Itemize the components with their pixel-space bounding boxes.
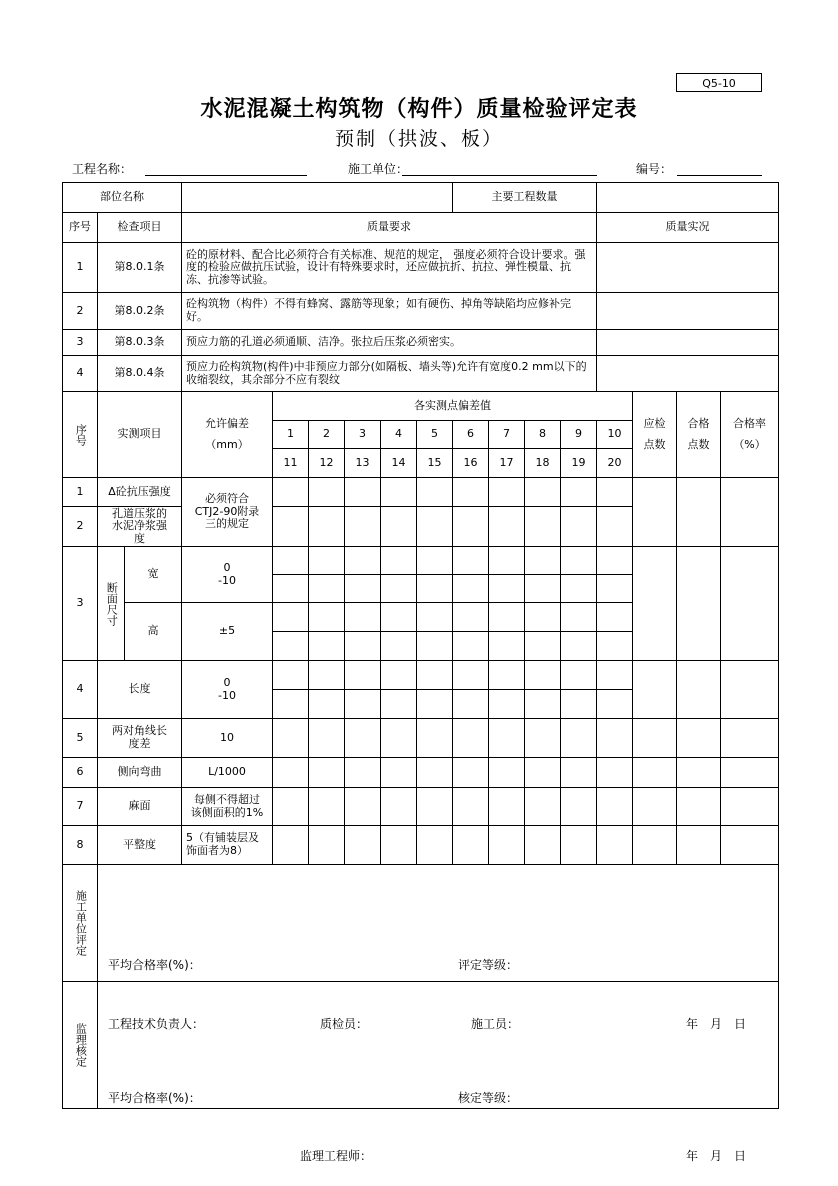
measure-tolerance: 5（有铺装层及饰面者为8） (182, 826, 273, 865)
project-name-label: 工程名称： (72, 162, 133, 176)
summary-cell[interactable] (721, 826, 779, 865)
point-number-header: 17 (489, 449, 525, 478)
supervisor-eval-block (98, 982, 779, 1163)
check-item-header: 检查项目 (98, 213, 182, 243)
measure-seq-header: 序号 (63, 392, 98, 478)
deviation-cell[interactable] (561, 507, 597, 547)
measure-no: 6 (63, 758, 98, 788)
deviation-cell[interactable] (417, 507, 453, 547)
deviation-cell[interactable] (597, 507, 633, 547)
check-no: 2 (63, 293, 98, 330)
check-requirement: 砼的原材料、配合比必须符合有关标准、规范的规定， 强度必须符合设计要求。强度的检验应做抗压试验，设计有特殊要求时，还应做抗折、抗拉、弹性模量、抗冻、抗渗等试验。 (182, 243, 597, 293)
deviation-cell[interactable] (453, 575, 489, 603)
deviation-cell[interactable] (597, 632, 633, 661)
supervisor-eval-label: 监理核定 (63, 982, 98, 1109)
deviation-cell[interactable] (597, 758, 633, 788)
grade-label: 评定等级： (458, 958, 519, 972)
summary-cell[interactable] (633, 788, 677, 826)
deviation-cell[interactable] (561, 690, 597, 719)
section-size-label: 断面尺寸 (98, 547, 125, 661)
check-item: 第8.0.2条 (98, 293, 182, 330)
point-number-header: 12 (309, 449, 345, 478)
quality-actual-header: 质量实况 (597, 213, 779, 243)
deviation-cell[interactable] (381, 661, 417, 690)
deviation-cell[interactable] (525, 575, 561, 603)
deviation-cell[interactable] (453, 826, 489, 865)
deviation-cell[interactable] (453, 719, 489, 758)
point-number-header: 1 (273, 421, 309, 449)
summary-cell[interactable] (677, 788, 721, 826)
deviation-cell[interactable] (273, 661, 309, 690)
deviation-cell[interactable] (597, 826, 633, 865)
deviation-cell[interactable] (417, 632, 453, 661)
check-actual[interactable] (597, 330, 779, 356)
deviation-cell[interactable] (345, 690, 381, 719)
page-title: 水泥混凝土构筑物（构件）质量检验评定表 (200, 96, 638, 122)
grade-label: 核定等级： (458, 1091, 519, 1105)
deviation-cell[interactable] (453, 758, 489, 788)
project-name-field[interactable] (145, 161, 307, 176)
check-no: 4 (63, 356, 98, 392)
measure-tolerance: 0 -10 (182, 661, 273, 719)
deviation-cell[interactable] (309, 507, 345, 547)
summary-cell[interactable] (721, 719, 779, 758)
deviation-cell[interactable] (345, 547, 381, 575)
deviation-cell[interactable] (525, 719, 561, 758)
deviation-cell[interactable] (381, 690, 417, 719)
deviation-cell[interactable] (309, 788, 345, 826)
deviation-cell[interactable] (597, 547, 633, 575)
deviation-cell[interactable] (417, 547, 453, 575)
date-label: 年 月 日 (686, 1017, 747, 1031)
deviation-cell[interactable] (525, 826, 561, 865)
avg-rate-label: 平均合格率(%)： (108, 1091, 201, 1105)
measure-no: 1 (63, 478, 98, 507)
deviation-cell[interactable] (345, 661, 381, 690)
inspection-table (62, 182, 779, 1163)
deviation-cell[interactable] (345, 788, 381, 826)
contractor-eval-block (98, 865, 779, 1031)
deviation-cell[interactable] (309, 661, 345, 690)
deviation-cell[interactable] (417, 661, 453, 690)
deviation-cell[interactable] (525, 788, 561, 826)
deviation-cell[interactable] (489, 547, 525, 575)
point-number-header: 11 (273, 449, 309, 478)
deviation-cell[interactable] (273, 826, 309, 865)
deviation-cell[interactable] (525, 507, 561, 547)
measure-item: 侧向弯曲 (98, 758, 182, 788)
deviation-cell[interactable] (345, 758, 381, 788)
engineer-label: 监理工程师： (300, 1149, 373, 1163)
deviation-cell[interactable] (273, 719, 309, 758)
deviation-cell[interactable] (381, 719, 417, 758)
summary-cell[interactable] (633, 661, 677, 719)
form-code: Q5-10 (676, 73, 762, 92)
deviation-cell[interactable] (489, 758, 525, 788)
point-number-header: 13 (345, 449, 381, 478)
measure-item: Δ砼抗压强度 (98, 478, 182, 507)
deviation-cell[interactable] (525, 758, 561, 788)
measure-item: 平整度 (98, 826, 182, 865)
pass-points-header: 合格 点数 (677, 392, 721, 478)
point-number-header: 5 (417, 421, 453, 449)
summary-cell[interactable] (633, 478, 677, 547)
measure-tolerance: 0 -10 (182, 547, 273, 603)
summary-cell[interactable] (721, 758, 779, 788)
measure-item: 麻面 (98, 788, 182, 826)
serial-label: 编号： (636, 162, 673, 176)
deviation-cell[interactable] (525, 632, 561, 661)
point-number-header: 8 (525, 421, 561, 449)
deviation-cell[interactable] (561, 788, 597, 826)
deviation-cell[interactable] (525, 603, 561, 632)
deviation-cell[interactable] (309, 690, 345, 719)
deviation-cell[interactable] (561, 478, 597, 507)
deviation-cell[interactable] (345, 478, 381, 507)
deviation-cell[interactable] (345, 507, 381, 547)
point-number-header: 10 (597, 421, 633, 449)
deviation-cell[interactable] (381, 478, 417, 507)
deviation-cell[interactable] (453, 661, 489, 690)
contractor-label: 施工单位： (348, 162, 409, 176)
deviation-cell[interactable] (453, 478, 489, 507)
deviation-cell[interactable] (453, 507, 489, 547)
check-requirement: 预应力筋的孔道必须通顺、洁净。张拉后压浆必须密实。 (182, 330, 597, 356)
deviation-cell[interactable] (489, 788, 525, 826)
deviation-cell[interactable] (381, 632, 417, 661)
quality-req-header: 质量要求 (182, 213, 597, 243)
deviation-cell[interactable] (381, 826, 417, 865)
deviation-cell[interactable] (417, 719, 453, 758)
deviation-cell[interactable] (381, 758, 417, 788)
deviation-cell[interactable] (489, 575, 525, 603)
summary-cell[interactable] (721, 478, 779, 547)
worker-label: 施工员： (471, 1017, 520, 1031)
point-number-header: 20 (597, 449, 633, 478)
summary-cell[interactable] (721, 547, 779, 661)
measure-tolerance: 必须符合CTJ2-90附录三的规定 (182, 478, 273, 547)
contractor-field[interactable] (402, 161, 597, 176)
page-subtitle: 预制（拱波、板） (334, 128, 503, 150)
deviation-cell[interactable] (345, 826, 381, 865)
deviation-cell[interactable] (273, 507, 309, 547)
deviation-cell[interactable] (381, 575, 417, 603)
point-number-header: 3 (345, 421, 381, 449)
point-number-header: 18 (525, 449, 561, 478)
point-number-header: 16 (453, 449, 489, 478)
deviation-cell[interactable] (561, 632, 597, 661)
summary-cell[interactable] (677, 661, 721, 719)
deviation-cell[interactable] (309, 632, 345, 661)
deviation-cell[interactable] (273, 478, 309, 507)
measure-item: 高 (125, 603, 182, 661)
deviation-cell[interactable] (417, 758, 453, 788)
summary-cell[interactable] (677, 719, 721, 758)
deviation-cell[interactable] (489, 690, 525, 719)
measure-no: 5 (63, 719, 98, 758)
deviation-cell[interactable] (309, 575, 345, 603)
tolerance-header: 允许偏差 （mm） (182, 392, 273, 478)
main-qty-label: 主要工程数量 (453, 183, 597, 213)
date-label: 年 月 日 (686, 1149, 747, 1163)
part-name-value[interactable] (182, 183, 453, 213)
deviation-cell[interactable] (273, 788, 309, 826)
deviation-cell[interactable] (417, 478, 453, 507)
deviation-cell[interactable] (417, 603, 453, 632)
deviation-cell[interactable] (345, 603, 381, 632)
deviation-cell[interactable] (561, 758, 597, 788)
measure-no: 7 (63, 788, 98, 826)
deviation-cell[interactable] (381, 603, 417, 632)
measure-tolerance: L/1000 (182, 758, 273, 788)
deviation-cell[interactable] (489, 478, 525, 507)
point-number-header: 6 (453, 421, 489, 449)
deviation-cell[interactable] (381, 547, 417, 575)
deviation-cell[interactable] (309, 758, 345, 788)
measure-item-header: 实测项目 (98, 392, 182, 478)
seq-header: 序号 (63, 213, 98, 243)
point-number-header: 4 (381, 421, 417, 449)
summary-cell[interactable] (677, 478, 721, 547)
deviation-cell[interactable] (417, 575, 453, 603)
deviation-cell[interactable] (417, 826, 453, 865)
deviation-cell[interactable] (453, 788, 489, 826)
deviation-cell[interactable] (561, 547, 597, 575)
deviation-cell[interactable] (489, 603, 525, 632)
measure-item: 长度 (98, 661, 182, 719)
summary-cell[interactable] (721, 788, 779, 826)
measure-no: 3 (63, 547, 98, 661)
deviation-cell[interactable] (597, 661, 633, 690)
measure-tolerance: 每侧不得超过该侧面积的1% (182, 788, 273, 826)
deviation-cell[interactable] (597, 478, 633, 507)
deviation-cell[interactable] (561, 719, 597, 758)
deviation-cell[interactable] (453, 603, 489, 632)
deviation-cell[interactable] (597, 575, 633, 603)
check-requirement: 砼构筑物（构件）不得有蜂窝、露筋等现象；如有硬伤、掉角等缺陷均应修补完好。 (182, 293, 597, 330)
point-number-header: 15 (417, 449, 453, 478)
summary-cell[interactable] (677, 826, 721, 865)
deviation-cell[interactable] (597, 788, 633, 826)
point-number-header: 7 (489, 421, 525, 449)
deviation-cell[interactable] (417, 690, 453, 719)
deviation-cell[interactable] (381, 788, 417, 826)
check-item: 第8.0.4条 (98, 356, 182, 392)
deviation-cell[interactable] (561, 661, 597, 690)
measure-item: 两对角线长度差 (98, 719, 182, 758)
deviation-cell[interactable] (309, 603, 345, 632)
deviation-cell[interactable] (345, 719, 381, 758)
deviation-cell[interactable] (525, 690, 561, 719)
deviation-cell[interactable] (561, 603, 597, 632)
deviation-cell[interactable] (309, 547, 345, 575)
inspector-label: 质检员： (320, 1017, 369, 1031)
main-qty-value[interactable] (597, 183, 779, 213)
contractor-eval-label: 施工单位评定 (63, 865, 98, 982)
part-name-label: 部位名称 (63, 183, 182, 213)
point-number-header: 2 (309, 421, 345, 449)
deviation-cell[interactable] (597, 690, 633, 719)
check-item: 第8.0.1条 (98, 243, 182, 293)
summary-cell[interactable] (677, 758, 721, 788)
deviation-cell[interactable] (273, 758, 309, 788)
deviation-cell[interactable] (345, 575, 381, 603)
deviation-cell[interactable] (309, 478, 345, 507)
measure-item: 宽 (125, 547, 182, 603)
deviation-header: 各实测点偏差值 (273, 392, 633, 421)
deviation-cell[interactable] (597, 603, 633, 632)
deviation-cell[interactable] (489, 719, 525, 758)
check-actual[interactable] (597, 243, 779, 293)
deviation-cell[interactable] (525, 661, 561, 690)
deviation-cell[interactable] (561, 575, 597, 603)
check-no: 3 (63, 330, 98, 356)
check-item: 第8.0.3条 (98, 330, 182, 356)
deviation-cell[interactable] (273, 575, 309, 603)
deviation-cell[interactable] (453, 547, 489, 575)
measure-tolerance: ±5 (182, 603, 273, 661)
deviation-cell[interactable] (381, 507, 417, 547)
deviation-cell[interactable] (273, 690, 309, 719)
check-requirement: 预应力砼构筑物(构件)中非预应力部分(如隔板、墙头等)允许有宽度0.2 mm以下的收缩裂纹，其余部分不应有裂纹 (182, 356, 597, 392)
point-number-header: 19 (561, 449, 597, 478)
deviation-cell[interactable] (453, 632, 489, 661)
deviation-cell[interactable] (273, 632, 309, 661)
deviation-cell[interactable] (597, 719, 633, 758)
summary-cell[interactable] (633, 719, 677, 758)
check-no: 1 (63, 243, 98, 293)
check-actual[interactable] (597, 356, 779, 392)
deviation-cell[interactable] (489, 632, 525, 661)
summary-cell[interactable] (633, 826, 677, 865)
point-number-header: 9 (561, 421, 597, 449)
serial-field[interactable] (677, 161, 762, 176)
summary-cell[interactable] (721, 661, 779, 719)
deviation-cell[interactable] (273, 547, 309, 575)
deviation-cell[interactable] (489, 507, 525, 547)
deviation-cell[interactable] (561, 826, 597, 865)
deviation-cell[interactable] (489, 826, 525, 865)
point-number-header: 14 (381, 449, 417, 478)
measure-no: 4 (63, 661, 98, 719)
check-actual[interactable] (597, 293, 779, 330)
measure-item: 孔道压浆的水泥净浆强度 (98, 507, 182, 547)
deviation-cell[interactable] (489, 661, 525, 690)
summary-cell[interactable] (633, 758, 677, 788)
deviation-cell[interactable] (345, 632, 381, 661)
deviation-cell[interactable] (273, 603, 309, 632)
deviation-cell[interactable] (453, 690, 489, 719)
pass-rate-header: 合格率 （%） (721, 392, 779, 478)
measure-no: 2 (63, 507, 98, 547)
summary-cell[interactable] (677, 547, 721, 661)
avg-rate-label: 平均合格率(%)： (108, 958, 201, 972)
deviation-cell[interactable] (525, 478, 561, 507)
measure-no: 8 (63, 826, 98, 865)
summary-cell[interactable] (633, 547, 677, 661)
deviation-cell[interactable] (417, 788, 453, 826)
tech-lead-label: 工程技术负责人： (108, 1017, 205, 1031)
measure-tolerance: 10 (182, 719, 273, 758)
should-check-header: 应检 点数 (633, 392, 677, 478)
deviation-cell[interactable] (309, 826, 345, 865)
deviation-cell[interactable] (525, 547, 561, 575)
deviation-cell[interactable] (309, 719, 345, 758)
